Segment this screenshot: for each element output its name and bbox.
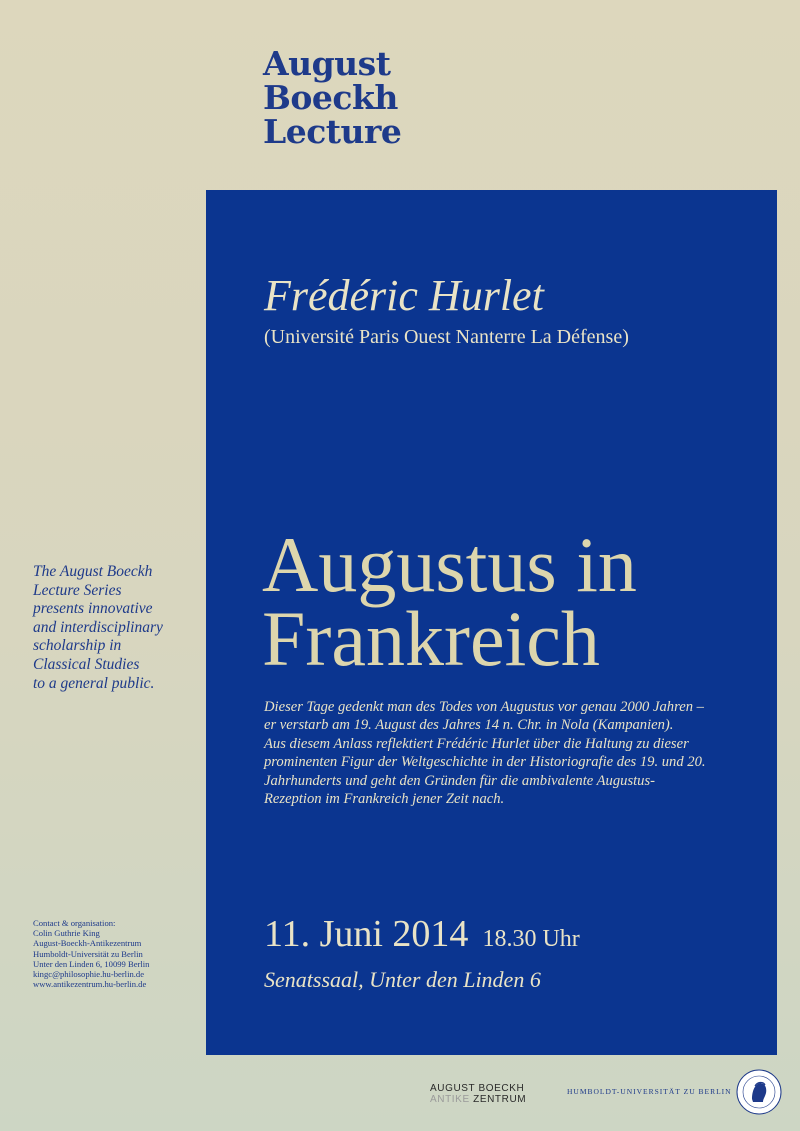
blurb-line: and interdisciplinary	[33, 618, 163, 636]
series-blurb	[33, 563, 163, 693]
series-title	[263, 44, 402, 151]
lecture-title	[262, 521, 637, 682]
contact-line: Colin Guthrie King	[33, 928, 100, 939]
blurb-line: to a general public.	[33, 674, 155, 692]
series-title-line: Lecture	[263, 112, 402, 151]
blurb-line: scholarship in	[33, 637, 122, 655]
lecture-date: 11. Juni 2014	[264, 913, 469, 955]
blurb-line: Lecture Series	[33, 581, 122, 599]
blurb-line: The August Boeckh	[33, 563, 153, 580]
contact-website[interactable]: www.antikezentrum.hu-berlin.de	[33, 979, 147, 990]
date-time	[264, 912, 580, 961]
series-title-line: August	[263, 44, 391, 83]
blurb-line: presents innovative	[33, 600, 153, 618]
blurb-line: Classical Studies	[33, 655, 140, 673]
contact-line: Unter den Linden 6, 10099 Berlin	[33, 958, 150, 969]
speaker-affiliation: (Université Paris Ouest Nanterre La Défense)	[264, 326, 629, 348]
abstract-line: prominenten Figur der Weltgeschichte in der Historiografie des 19. und 20.	[264, 754, 706, 771]
abstract-line: Jahrhunderts und geht den Gründen für die ambivalente Augustus-	[264, 772, 656, 789]
lecture-title-line: Augustus in	[262, 521, 637, 608]
contact-email[interactable]: kingc@philosophie.hu-berlin.de	[33, 969, 145, 980]
contact-line: August-Boeckh-Antikezentrum	[33, 938, 142, 949]
series-title-line: Boeckh	[263, 78, 398, 117]
logo-line-august-boeckh: AUGUST BOECKH	[430, 1083, 525, 1094]
abstract-line: Rezeption im Frankreich jener Zeit nach.	[264, 791, 505, 808]
logo-word-zentrum: ZENTRUM	[473, 1094, 527, 1105]
antikezentrum-logo	[430, 1083, 526, 1105]
abstract-line: er verstarb am 19. August des Jahres 14 n. Chr. in Nola (Kampanien).	[264, 717, 674, 734]
logo-word-antike: ANTIKE	[430, 1094, 470, 1105]
university-seal-icon	[736, 1069, 782, 1115]
lecture-venue: Senatssaal, Unter den Linden 6	[264, 967, 541, 992]
contact-line: Humboldt-Universität zu Berlin	[33, 948, 143, 959]
lecture-abstract	[264, 698, 764, 808]
contact-line: Contact & organisation:	[33, 918, 116, 928]
lecture-time: 18.30 Uhr	[482, 926, 580, 952]
abstract-line: Aus diesem Anlass reflektiert Frédéric Hurlet über die Haltung zu dieser	[264, 735, 689, 752]
speaker-name: Frédéric Hurlet	[264, 271, 544, 320]
abstract-line: Dieser Tage gedenkt man des Todes von Augustus vor genau 2000 Jahren –	[264, 699, 704, 715]
lecture-title-line: Frankreich	[262, 595, 600, 682]
hu-name: HUMBOLDT-UNIVERSITÄT ZU BERLIN	[567, 1087, 732, 1096]
contact-block	[33, 918, 149, 989]
